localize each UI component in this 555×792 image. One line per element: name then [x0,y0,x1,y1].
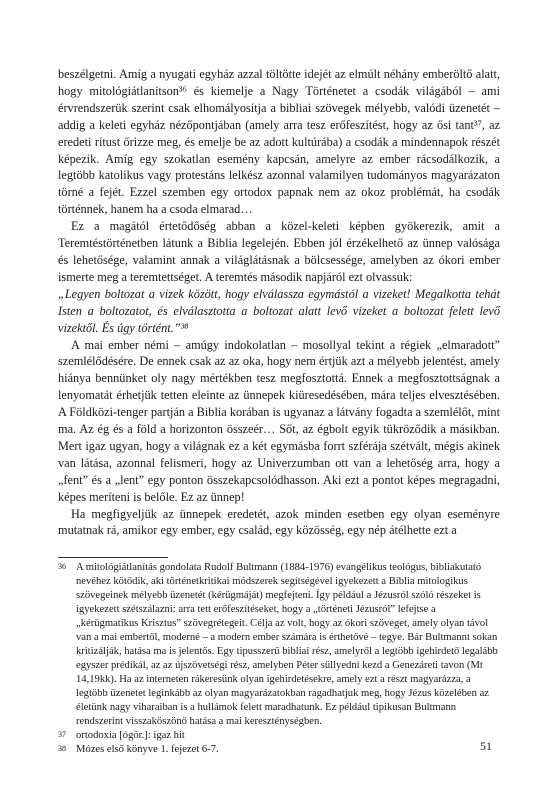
footnote-text: A mitológiátlanítás gondolata Rudolf Bultmann (1884-1976) evangélikus teológus, bibliakutató nevéhez kötődik, aki történetkritikai módszerek segítségével igyekezett a Biblia mitologikus szövegeinek mélyebb üzenetét (kérügmáját) megfejteni. Így például a Jézusról szóló részeket is igyekezett szétszálazni: arra tett erőfeszítéseket, hogy a „történeti Jézusról” lefejtse a „kérügmatikus Krisztus” szövegrétegeit. Célja az volt, hogy az ókori szöveget, amely olyan távol van a mai embertől, moderné – a modern ember számára is érthetővé – tegye. Bár Bultmannt sokan kritizálják, hatása ma is jelentős. Egy tipusszerű bibliai rész, amelyről a legtöbb igehirdető legalább egyszer prédikál, az az újszövetségi rész, amelyben Péter süllyedni kezd a Genezáreti tavon (Mt 14,19kk). Ha az interneten rákeresünk olyan igehirdetésekre, amely ezt a részt magyarázza, a legtöbb üzenetet leginkább az olyan magyarázatokban ragadhatjuk meg, hogy Jézus közelében az életünk nagy viharaiban is a hullámok felett maradhatunk. Ez például tipikusan Bultmann rendszerint visszaköszönő hatása a mai kereszténységben. [76,562,498,728]
footnote-number: 36 [58,562,66,572]
page-content [58,66,500,757]
footnotes [58,561,500,757]
footnote-36 [58,561,500,729]
footnote-separator [58,557,168,558]
paragraph: A mai ember némi – amúgy indokolatlan – mosollyal tekint a régiek „elmaradott” szemlélődésére. De ennek csak az az oka, hogy nem értjük azt a mélyebb jelentést, amely hiánya bennünket oly nagy mértékben tesz megfosztottá. Ennek a megfosztottságnak a lenyomatát érhetjük tetten eleinte az ünnepek kiüresedésében, mára teljes elvesztésében. A Földközi-tenger partján a Biblia korában is ugyanaz a látvány fogadta a szemlélőt, mint ma. Az ég és a föld a horizonton összeér… Sőt, az égbolt egyik tükröződik a másikban. Mert igaz ugyan, hogy a világnak ez a két egymásba forrt szférája szétvált, mégis akinek van látása, azonnal felismeri, hogy az Univerzumban ott van a lehetőség arra, hogy a „fent” és a „lent” egy ponton összekapcsolódhasson. Aki ezt a pontot képes megragadni, képes meríteni is belőle. Ez az ünnep! [58,337,500,504]
paragraph-continued: beszélgetni. Amíg a nyugati egyház azzal töltötte idejét az elmúlt néhány emberöltő alatt, hogy mitológiátlanítson³⁶ és kiemelje a Nagy Történetet a csodák világából – ami érvrendszerük szerint csak elhomályosítja a bibliai szövegek mélyebb, valódi üzenetét – addig a keleti egyház nézőpontjában (amely arra tesz erőfeszítést, hogy az ősi tant³⁷, az eredeti rítust őrizze meg, és emelje be az adott kultúrába) a csodák a mindennapok részét képezik. Amíg egy szokatlan esemény kapcsán, amelyre az ember rácsodálkozik, a legtöbb katolikus vagy protestáns lelkész azonnal valamilyen tudományos magyarázaton törné a fejét. Ezzel szemben egy ortodox papnak nem az okoz problémát, ha csodák történnek, hanem ha a csoda elmarad… [58,67,500,217]
footnote-number: 38 [58,744,66,754]
footnote-text: ortodoxia [ógör.]: igaz hit [76,730,185,742]
paragraph: Ez a magától értetődőség abban a közel-keleti képben gyökerezik, amit a Teremtéstörténetben látunk a Biblia legelején. Ebben jól érzékelhető az ünnep valósága és lehetősége, valamint annak a világlátásnak a bölcsessége, amelyben az ókori ember ismerte meg a teremtettséget. A teremtés második napjáról ezt olvassuk: [58,219,500,284]
footnote-number: 37 [58,730,66,740]
bible-quote: „Legyen boltozat a vizek között, hogy elválassza egymástól a vizeket! Megalkotta tehát Isten a boltozatot, és elválasztotta a boltozat alatt levő vizeket a boltozat felett levő vizektől. És úgy történt.”³⁸ [58,286,500,335]
footnote-text: Mózes első könyve 1. fejezet 6-7. [76,744,219,756]
paragraph: Ha megfigyeljük az ünnepek eredetét, azok minden esetben egy olyan eseményre mutatnak rá, amikor egy ember, egy család, egy közösség, egy nép átélhette ezt a [58,506,500,538]
body-text [58,66,500,539]
footnote-38 [58,743,500,757]
footnote-37 [58,729,500,743]
page-number: 51 [480,739,492,753]
